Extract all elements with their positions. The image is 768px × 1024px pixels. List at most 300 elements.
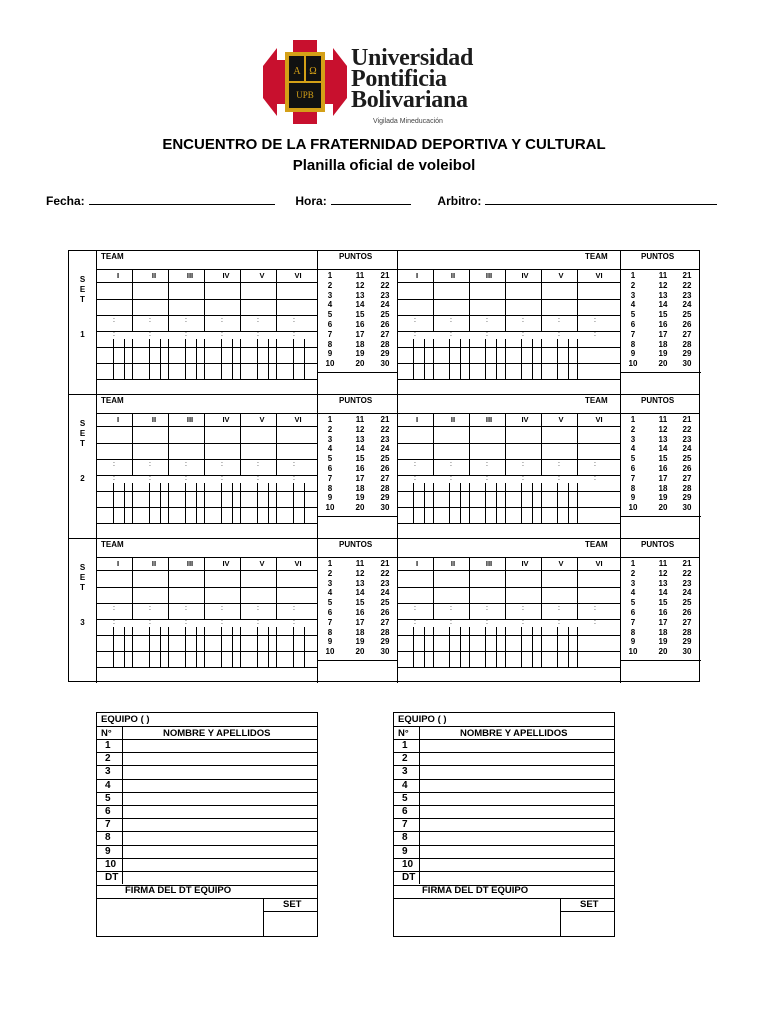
point-number[interactable]: 22 xyxy=(380,424,390,434)
fecha-field[interactable] xyxy=(89,203,275,205)
point-number[interactable]: 11 xyxy=(658,271,668,280)
point-number[interactable]: 1 xyxy=(327,559,333,568)
point-number[interactable]: 4 xyxy=(630,588,636,598)
grid-line xyxy=(433,269,434,331)
point-number[interactable]: 13 xyxy=(355,290,365,300)
point-number[interactable]: 15 xyxy=(658,310,668,320)
point-number[interactable]: 28 xyxy=(682,483,692,493)
point-number[interactable]: 19 xyxy=(355,493,365,503)
point-number[interactable]: 6 xyxy=(327,319,333,329)
roster-name-field[interactable] xyxy=(125,805,315,818)
point-number[interactable]: 8 xyxy=(630,483,636,493)
point-number[interactable]: 5 xyxy=(327,598,333,608)
roster-name-field[interactable] xyxy=(125,831,315,844)
colon-mark: : xyxy=(486,461,488,468)
point-number[interactable]: 4 xyxy=(327,300,333,310)
roster-name-field[interactable] xyxy=(125,871,315,884)
grid-line xyxy=(541,413,542,475)
point-number[interactable]: 21 xyxy=(380,415,390,424)
colon-mark: : xyxy=(257,605,259,612)
point-number[interactable]: 14 xyxy=(355,444,365,454)
roster-name-field[interactable] xyxy=(422,792,612,805)
point-number[interactable]: 18 xyxy=(658,339,668,349)
set-underline xyxy=(263,911,317,912)
point-number[interactable]: 1 xyxy=(630,271,636,280)
point-number[interactable]: 9 xyxy=(630,493,636,503)
colon-mark: : xyxy=(594,619,596,626)
point-number[interactable]: 2 xyxy=(630,424,636,434)
point-number[interactable]: 14 xyxy=(658,444,668,454)
point-number[interactable]: 29 xyxy=(682,493,692,503)
point-number[interactable]: 6 xyxy=(630,319,636,329)
grid-row xyxy=(397,635,620,636)
point-number[interactable]: 21 xyxy=(380,271,390,280)
point-number[interactable]: 25 xyxy=(380,454,390,464)
grid-line xyxy=(232,483,233,523)
point-number[interactable]: 1 xyxy=(327,415,333,424)
roster-name-field[interactable] xyxy=(125,792,315,805)
puntos-label: PUNTOS xyxy=(641,252,675,261)
point-number[interactable]: 5 xyxy=(327,310,333,320)
point-number[interactable]: 21 xyxy=(682,559,692,568)
point-number[interactable]: 2 xyxy=(327,280,333,290)
colon-mark: : xyxy=(221,331,223,338)
point-number[interactable]: 23 xyxy=(380,434,390,444)
roster-number: 3 xyxy=(105,766,111,778)
point-number[interactable]: 10 xyxy=(325,359,335,369)
point-number[interactable]: 10 xyxy=(628,647,638,657)
grid-line xyxy=(276,557,277,619)
grid-row xyxy=(397,363,620,364)
point-number[interactable]: 18 xyxy=(355,483,365,493)
grid-line xyxy=(293,483,294,523)
point-number[interactable]: 26 xyxy=(380,463,390,473)
row-line xyxy=(394,726,614,727)
grid-line xyxy=(469,627,470,667)
point-number[interactable]: 25 xyxy=(380,598,390,608)
grid-line xyxy=(433,627,434,667)
point-number[interactable]: 28 xyxy=(380,339,390,349)
grid-line xyxy=(204,413,205,475)
point-number[interactable]: 4 xyxy=(630,300,636,310)
colon-mark: : xyxy=(149,605,151,612)
point-number[interactable]: 12 xyxy=(355,568,365,578)
point-number[interactable]: 19 xyxy=(658,493,668,503)
point-number[interactable]: 22 xyxy=(380,280,390,290)
point-number[interactable]: 1 xyxy=(630,559,636,568)
grid-line xyxy=(532,483,533,523)
point-number[interactable]: 25 xyxy=(682,454,692,464)
point-number[interactable]: 13 xyxy=(355,434,365,444)
point-number[interactable]: 19 xyxy=(658,637,668,647)
point-number[interactable]: 23 xyxy=(380,578,390,588)
roster-name-field[interactable] xyxy=(422,845,612,858)
point-number[interactable]: 30 xyxy=(682,503,692,513)
grid-line xyxy=(413,483,414,523)
hora-field[interactable] xyxy=(331,203,411,205)
point-number[interactable]: 23 xyxy=(682,290,692,300)
point-number[interactable]: 6 xyxy=(327,463,333,473)
point-number[interactable]: 25 xyxy=(380,310,390,320)
point-number[interactable]: 9 xyxy=(630,349,636,359)
point-number[interactable]: 24 xyxy=(682,300,692,310)
colon-mark: : xyxy=(185,605,187,612)
point-number[interactable]: 28 xyxy=(380,627,390,637)
grid-line xyxy=(240,627,241,667)
grid-line xyxy=(557,339,558,379)
point-number[interactable]: 20 xyxy=(658,647,668,657)
point-number[interactable]: 12 xyxy=(355,280,365,290)
roster-name-field[interactable] xyxy=(125,765,315,778)
divider xyxy=(397,251,398,395)
point-number[interactable]: 13 xyxy=(658,578,668,588)
roster-name-field[interactable] xyxy=(422,779,612,792)
roster-number: 6 xyxy=(402,806,408,817)
num-header: N° xyxy=(398,728,409,739)
roster-name-field[interactable] xyxy=(125,818,315,831)
grid-line xyxy=(221,483,222,523)
point-number[interactable]: 19 xyxy=(355,637,365,647)
roster-name-field[interactable] xyxy=(422,765,612,778)
equipo-label: EQUIPO ( ) xyxy=(398,714,447,725)
point-number[interactable]: 3 xyxy=(630,434,636,444)
point-number[interactable]: 13 xyxy=(658,434,668,444)
rotation-label: VI xyxy=(294,415,302,424)
colon-mark: : xyxy=(486,475,488,482)
grid-row xyxy=(96,426,317,427)
point-number[interactable]: 27 xyxy=(380,617,390,627)
point-number[interactable]: 15 xyxy=(355,598,365,608)
grid-line xyxy=(185,627,186,667)
point-number[interactable]: 13 xyxy=(355,578,365,588)
points-column xyxy=(318,415,342,513)
point-number[interactable]: 9 xyxy=(327,349,333,359)
point-number[interactable]: 30 xyxy=(380,647,390,657)
point-number[interactable]: 12 xyxy=(658,424,668,434)
point-number[interactable]: 20 xyxy=(658,503,668,513)
point-number[interactable]: 16 xyxy=(658,607,668,617)
roster-name-field[interactable] xyxy=(422,805,612,818)
roster-number: 8 xyxy=(105,832,111,844)
point-number[interactable]: 28 xyxy=(682,627,692,637)
grid-line xyxy=(240,339,241,379)
point-number[interactable]: 6 xyxy=(630,463,636,473)
point-number[interactable]: 19 xyxy=(658,349,668,359)
point-number[interactable]: 14 xyxy=(355,588,365,598)
point-number[interactable]: 8 xyxy=(327,339,333,349)
point-number[interactable]: 28 xyxy=(380,483,390,493)
point-number[interactable]: 15 xyxy=(658,454,668,464)
point-number[interactable]: 17 xyxy=(658,617,668,627)
point-number[interactable]: 1 xyxy=(630,415,636,424)
grid-row xyxy=(96,651,317,652)
point-number[interactable]: 2 xyxy=(327,568,333,578)
set-label: SET xyxy=(283,899,302,910)
grid-line xyxy=(257,339,258,379)
grid-line xyxy=(521,339,522,379)
point-number[interactable]: 17 xyxy=(355,617,365,627)
point-number[interactable]: 12 xyxy=(658,568,668,578)
point-number[interactable]: 16 xyxy=(355,463,365,473)
point-number[interactable]: 14 xyxy=(355,300,365,310)
point-number[interactable]: 11 xyxy=(355,271,365,280)
point-number[interactable]: 26 xyxy=(682,607,692,617)
grid-line xyxy=(204,339,205,379)
point-number[interactable]: 5 xyxy=(630,598,636,608)
point-number[interactable]: 27 xyxy=(380,473,390,483)
colon-mark: : xyxy=(486,605,488,612)
point-number[interactable]: 9 xyxy=(327,493,333,503)
rotation-label: I xyxy=(415,559,419,568)
point-number[interactable]: 2 xyxy=(327,424,333,434)
point-number[interactable]: 8 xyxy=(630,339,636,349)
point-number[interactable]: 22 xyxy=(682,280,692,290)
grid-line xyxy=(521,627,522,667)
roster-number: 5 xyxy=(105,792,111,804)
point-number[interactable]: 18 xyxy=(658,483,668,493)
grid-row xyxy=(397,459,620,460)
point-number[interactable]: 7 xyxy=(630,473,636,483)
grid-row xyxy=(397,667,620,668)
point-number[interactable]: 5 xyxy=(630,454,636,464)
roster-name-field[interactable] xyxy=(422,752,612,765)
grid-row xyxy=(96,299,317,300)
colon-mark: : xyxy=(486,331,488,338)
point-number[interactable]: 24 xyxy=(380,300,390,310)
colon-mark: : xyxy=(293,331,295,338)
point-number[interactable]: 30 xyxy=(380,359,390,369)
colon-mark: : xyxy=(221,461,223,468)
point-number[interactable]: 3 xyxy=(630,578,636,588)
points-column xyxy=(318,559,342,657)
point-number[interactable]: 29 xyxy=(682,637,692,647)
point-number[interactable]: 18 xyxy=(658,627,668,637)
grid-line xyxy=(449,339,450,379)
point-number[interactable]: 21 xyxy=(682,271,692,280)
colon-mark: : xyxy=(522,461,524,468)
point-number[interactable]: 30 xyxy=(682,359,692,369)
grid-row xyxy=(96,347,317,348)
point-number[interactable]: 17 xyxy=(355,473,365,483)
point-number[interactable]: 3 xyxy=(327,434,333,444)
point-number[interactable]: 30 xyxy=(682,647,692,657)
points-column xyxy=(621,271,645,369)
point-number[interactable]: 15 xyxy=(355,454,365,464)
point-number[interactable]: 21 xyxy=(380,559,390,568)
point-number[interactable]: 27 xyxy=(682,617,692,627)
rotation-label: IV xyxy=(521,271,529,280)
point-number[interactable]: 7 xyxy=(327,329,333,339)
point-number[interactable]: 2 xyxy=(630,568,636,578)
point-number[interactable]: 20 xyxy=(658,359,668,369)
grid-line xyxy=(505,413,506,475)
point-number[interactable]: 12 xyxy=(355,424,365,434)
point-number[interactable]: 10 xyxy=(628,503,638,513)
point-number[interactable]: 16 xyxy=(658,463,668,473)
point-number[interactable]: 23 xyxy=(682,434,692,444)
rotation-label: I xyxy=(116,271,120,280)
point-number[interactable]: 6 xyxy=(327,607,333,617)
arbitro-field[interactable] xyxy=(485,203,717,205)
logo-line-3: Bolivariana xyxy=(351,87,468,113)
grid-row xyxy=(397,491,620,492)
grid-line xyxy=(240,269,241,331)
rotation-label: II xyxy=(450,559,456,568)
point-number[interactable]: 23 xyxy=(682,578,692,588)
point-number[interactable]: 20 xyxy=(355,647,365,657)
point-number[interactable]: 15 xyxy=(658,598,668,608)
grid-row xyxy=(96,523,317,524)
points-bottom xyxy=(317,516,397,517)
points-column xyxy=(348,559,372,657)
point-number[interactable]: 3 xyxy=(630,290,636,300)
point-number[interactable]: 21 xyxy=(682,415,692,424)
point-number[interactable]: 29 xyxy=(682,349,692,359)
point-number[interactable]: 25 xyxy=(682,598,692,608)
set-underline xyxy=(560,911,614,912)
roster-name-field[interactable] xyxy=(422,871,612,884)
point-number[interactable]: 10 xyxy=(325,503,335,513)
point-number[interactable]: 5 xyxy=(327,454,333,464)
grid-row xyxy=(96,667,317,668)
grid-line xyxy=(496,483,497,523)
point-number[interactable]: 3 xyxy=(327,578,333,588)
roster-name-field[interactable] xyxy=(125,845,315,858)
point-number[interactable]: 19 xyxy=(355,349,365,359)
point-number[interactable]: 17 xyxy=(658,473,668,483)
roster-name-field[interactable] xyxy=(125,779,315,792)
point-number[interactable]: 24 xyxy=(380,588,390,598)
point-number[interactable]: 3 xyxy=(327,290,333,300)
signature-field[interactable] xyxy=(396,901,556,933)
signature-field[interactable] xyxy=(99,901,259,933)
grid-line xyxy=(149,339,150,379)
colon-mark: : xyxy=(450,475,452,482)
point-number[interactable]: 20 xyxy=(355,503,365,513)
point-number[interactable]: 16 xyxy=(658,319,668,329)
grid-line xyxy=(168,627,169,667)
colon-mark: : xyxy=(113,331,115,338)
point-number[interactable]: 28 xyxy=(682,339,692,349)
point-number[interactable]: 26 xyxy=(380,607,390,617)
grid-line xyxy=(304,339,305,379)
point-number[interactable]: 8 xyxy=(327,483,333,493)
point-number[interactable]: 29 xyxy=(380,349,390,359)
grid-line xyxy=(485,339,486,379)
point-number[interactable]: 17 xyxy=(355,329,365,339)
point-number[interactable]: 13 xyxy=(658,290,668,300)
point-number[interactable]: 6 xyxy=(630,607,636,617)
points-bottom xyxy=(317,372,397,373)
point-number[interactable]: 12 xyxy=(658,280,668,290)
point-number[interactable]: 9 xyxy=(630,637,636,647)
point-number[interactable]: 17 xyxy=(658,329,668,339)
point-number[interactable]: 27 xyxy=(380,329,390,339)
point-number[interactable]: 23 xyxy=(380,290,390,300)
grid-line xyxy=(460,483,461,523)
point-number[interactable]: 26 xyxy=(682,319,692,329)
rotation-label: I xyxy=(116,415,120,424)
point-number[interactable]: 7 xyxy=(630,329,636,339)
point-number[interactable]: 7 xyxy=(327,617,333,627)
point-number[interactable]: 18 xyxy=(355,339,365,349)
point-number[interactable]: 7 xyxy=(327,473,333,483)
point-number[interactable]: 2 xyxy=(630,280,636,290)
roster-number: 9 xyxy=(402,845,408,857)
point-number[interactable]: 27 xyxy=(682,329,692,339)
point-number[interactable]: 8 xyxy=(630,627,636,637)
point-number[interactable]: 9 xyxy=(327,637,333,647)
point-number[interactable]: 24 xyxy=(682,444,692,454)
point-number[interactable]: 18 xyxy=(355,627,365,637)
grid-row xyxy=(96,443,317,444)
point-number[interactable]: 22 xyxy=(682,424,692,434)
point-number[interactable]: 24 xyxy=(380,444,390,454)
puntos-label: PUNTOS xyxy=(641,396,675,405)
points-column xyxy=(675,415,699,513)
point-number[interactable]: 10 xyxy=(628,359,638,369)
point-number[interactable]: 30 xyxy=(380,503,390,513)
colon-mark: : xyxy=(594,317,596,324)
roster-name-field[interactable] xyxy=(125,739,315,752)
point-number[interactable]: 25 xyxy=(682,310,692,320)
point-number[interactable]: 26 xyxy=(380,319,390,329)
grid-row xyxy=(397,315,620,316)
point-number[interactable]: 14 xyxy=(658,300,668,310)
grid-row xyxy=(96,379,317,380)
point-number[interactable]: 4 xyxy=(327,588,333,598)
roster-name-field[interactable] xyxy=(422,831,612,844)
grid-line xyxy=(204,269,205,331)
point-number[interactable]: 16 xyxy=(355,607,365,617)
point-number[interactable]: 7 xyxy=(630,617,636,627)
point-number[interactable]: 1 xyxy=(327,271,333,280)
point-number[interactable]: 11 xyxy=(658,559,668,568)
grid-line xyxy=(293,339,294,379)
roster-name-field[interactable] xyxy=(125,858,315,871)
grid-line xyxy=(505,339,506,379)
point-number[interactable]: 29 xyxy=(380,637,390,647)
roster-name-field[interactable] xyxy=(422,858,612,871)
roster-name-field[interactable] xyxy=(125,752,315,765)
point-number[interactable]: 24 xyxy=(682,588,692,598)
roster-name-field[interactable] xyxy=(422,818,612,831)
point-number[interactable]: 4 xyxy=(630,444,636,454)
roster-name-field[interactable] xyxy=(422,739,612,752)
point-number[interactable]: 22 xyxy=(682,568,692,578)
point-number[interactable]: 22 xyxy=(380,568,390,578)
colon-mark: : xyxy=(450,605,452,612)
point-number[interactable]: 20 xyxy=(355,359,365,369)
point-number[interactable]: 26 xyxy=(682,463,692,473)
point-number[interactable]: 27 xyxy=(682,473,692,483)
point-number[interactable]: 15 xyxy=(355,310,365,320)
rotation-label: III xyxy=(485,415,493,424)
point-number[interactable]: 10 xyxy=(325,647,335,657)
point-number[interactable]: 11 xyxy=(355,559,365,568)
point-number[interactable]: 5 xyxy=(630,310,636,320)
grid-line xyxy=(577,557,578,619)
point-number[interactable]: 4 xyxy=(327,444,333,454)
point-number[interactable]: 16 xyxy=(355,319,365,329)
point-number[interactable]: 8 xyxy=(327,627,333,637)
set-section xyxy=(69,251,699,395)
point-number[interactable]: 14 xyxy=(658,588,668,598)
point-number[interactable]: 11 xyxy=(658,415,668,424)
point-number[interactable]: 29 xyxy=(380,493,390,503)
grid-line xyxy=(424,339,425,379)
point-number[interactable]: 11 xyxy=(355,415,365,424)
